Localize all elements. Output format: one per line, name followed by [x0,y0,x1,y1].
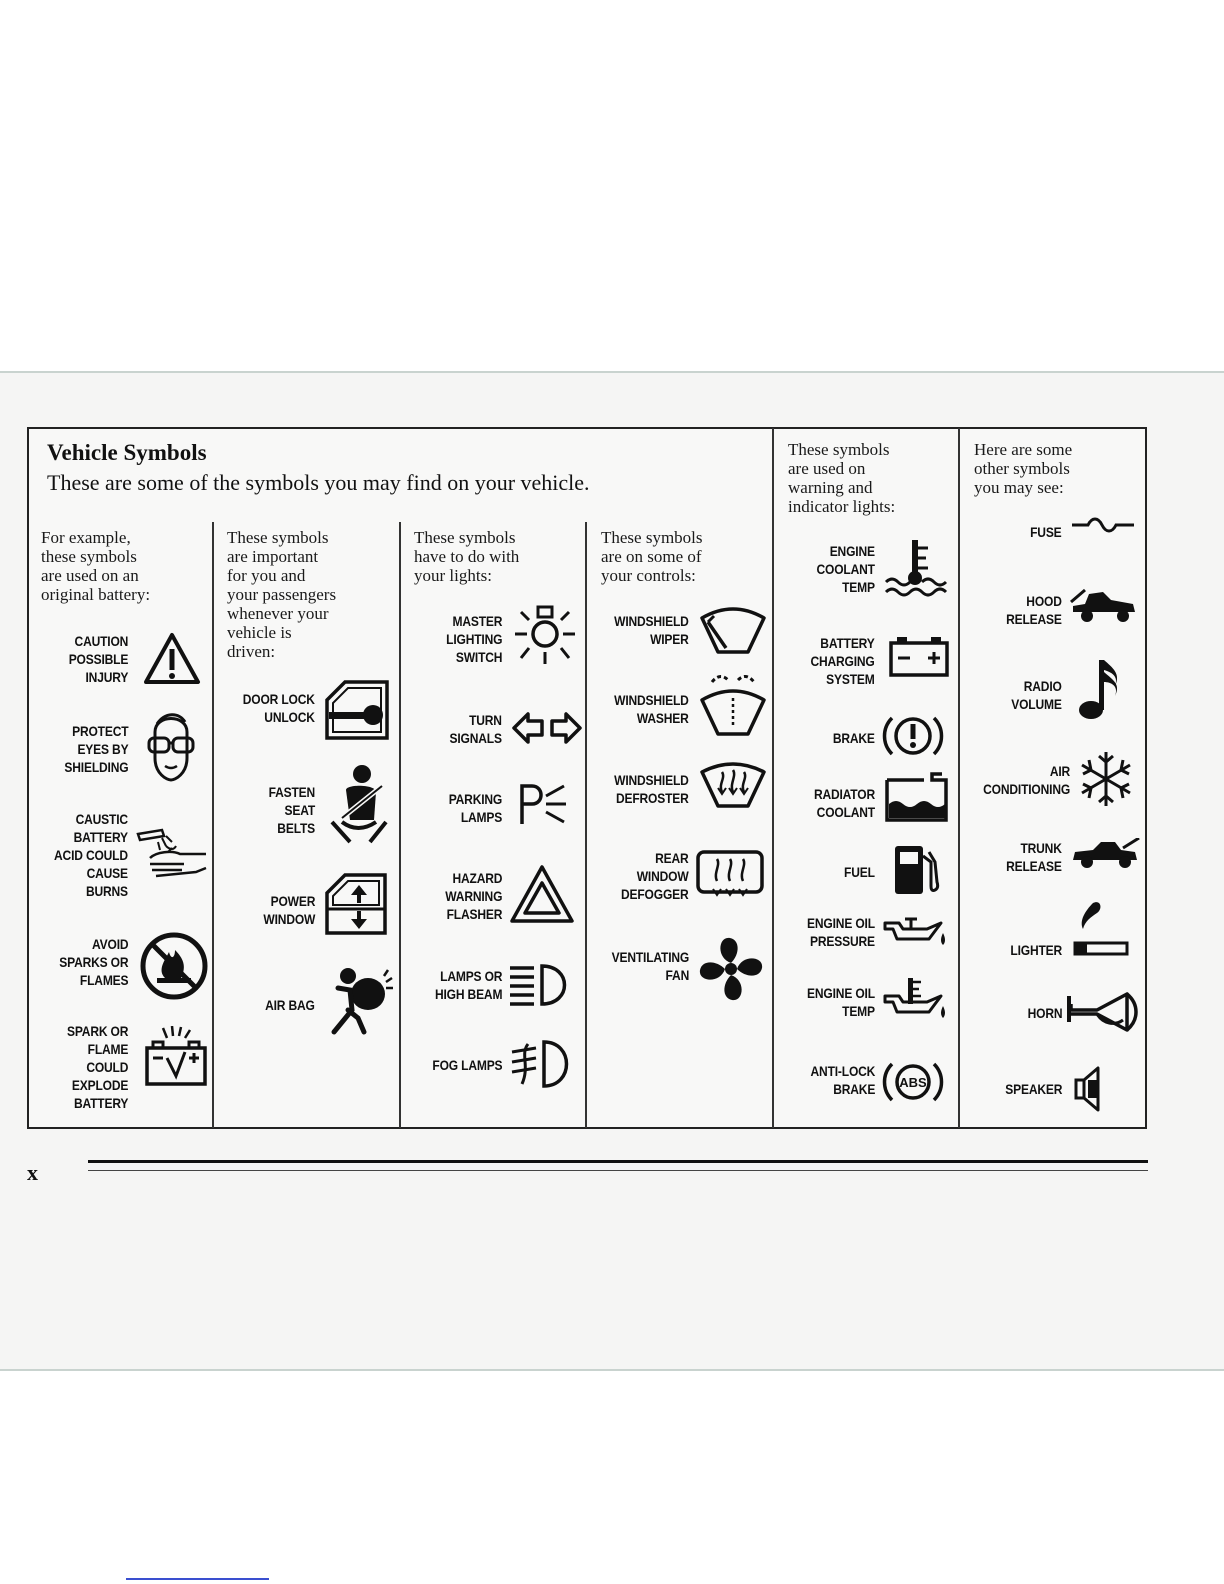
battery-charging-icon [888,634,950,678]
no-flame-icon [139,932,209,1000]
column-divider [399,522,401,1128]
symbol-label: FUSE [1030,524,1062,540]
symbol-label: HOOD RELEASE [1006,593,1062,627]
symbol-label: ENGINE OIL TEMP [807,985,875,1019]
windshield-wiper-icon [698,602,768,656]
symbol-label: TURN SIGNALS [449,712,502,746]
snowflake-icon [1077,750,1135,808]
windshield-washer-icon [698,670,768,738]
symbol-label: LIGHTER [1010,942,1062,958]
symbol-label: BRAKE [833,730,875,746]
lighter-icon [1071,899,1131,957]
oil-temp-icon [881,976,951,1022]
battery-explosion-icon [143,1026,209,1090]
page-title: Vehicle Symbols [47,440,207,465]
column-divider [212,522,214,1128]
symbol-label: TRUNK RELEASE [1006,840,1062,874]
turn-signals-icon [512,711,582,745]
bottom-link-underline [126,1578,269,1580]
air-bag-icon [328,966,394,1036]
symbol-label: REAR WINDOW DEFOGGER [621,850,689,902]
oil-pressure-icon [881,915,951,949]
high-beam-icon [508,962,582,1008]
acid-burn-hand-icon [136,828,208,880]
ventilating-fan-icon [696,934,766,1004]
symbol-label: FUEL [844,864,875,880]
brake-warning-icon [882,710,944,762]
page-subtitle: These are some of the symbols you may find on your vehicle. [47,470,590,495]
symbol-label: CAUTION POSSIBLE INJURY [68,633,128,685]
column-intro: Here are some other symbols you may see: [974,440,1073,497]
footer-rule-thin [88,1170,1148,1171]
symbol-label: AIR CONDITIONING [983,763,1070,797]
hazard-triangle-icon [509,864,575,924]
symbol-label: HORN [1027,1005,1062,1021]
symbol-label: CAUSTIC BATTERY ACID COULD CAUSE BURNS [54,811,128,899]
symbol-label: FASTEN SEAT BELTS [268,784,315,836]
speaker-icon [1074,1064,1104,1114]
radio-note-icon [1075,656,1125,722]
fuse-icon [1070,513,1136,537]
column-divider [958,428,960,1128]
symbol-label: WINDSHIELD WIPER [614,613,689,647]
column-intro: These symbols are used on warning and indicator lights: [788,440,896,516]
symbol-label: ENGINE OIL PRESSURE [807,915,875,949]
symbol-label: WINDSHIELD DEFROSTER [614,772,689,806]
symbol-label: PROTECT EYES BY SHIELDING [63,723,128,775]
footer-rule [88,1160,1148,1163]
power-window-icon [323,871,389,937]
abs-icon [882,1058,944,1106]
fuel-pump-icon [891,842,943,898]
column-intro: These symbols have to do with your lights: [414,528,520,585]
symbol-label: FOG LAMPS [431,1057,502,1073]
eye-protection-icon [145,708,197,784]
fog-lamps-icon [508,1038,576,1090]
rear-defogger-icon [695,849,765,899]
coolant-temp-icon [884,538,948,598]
symbol-label: HAZARD WARNING FLASHER [445,870,502,922]
door-lock-key-icon [323,678,391,742]
symbol-label: ANTI-LOCK BRAKE [810,1063,875,1097]
master-lighting-icon [513,602,577,666]
warning-triangle-icon [143,632,201,686]
horn-icon [1067,990,1139,1034]
symbol-label: PARKING LAMPS [448,791,502,825]
symbol-label: LAMPS OR HIGH BEAM [434,968,502,1002]
symbol-label: MASTER LIGHTING SWITCH [445,613,502,665]
column-intro: These symbols are important for you and your passengers whenever your vehicle is driven: [227,528,337,661]
symbol-label: AIR BAG [265,997,315,1013]
page-number: x [27,1160,38,1185]
radiator-coolant-icon [884,770,950,824]
column-divider [772,428,774,1128]
seat-belt-icon [328,764,390,844]
symbol-label: ENGINE COOLANT TEMP [816,543,875,595]
windshield-defroster-icon [698,758,768,810]
trunk-release-icon [1069,838,1141,874]
column-intro: These symbols are on some of your controls: [601,528,703,585]
symbol-label: POWER WINDOW [263,893,315,927]
symbol-label: DOOR LOCK UNLOCK [242,691,315,725]
symbol-label: RADIO VOLUME [1011,678,1062,712]
hood-release-icon [1069,588,1139,628]
symbol-label: WINDSHIELD WASHER [614,692,689,726]
parking-lamps-icon [518,782,570,826]
symbol-label: SPARK OR FLAME COULD EXPLODE BATTERY [66,1023,128,1111]
symbol-label: BATTERY CHARGING SYSTEM [810,635,875,687]
symbol-label: VENTILATING FAN [611,949,689,983]
symbol-label: AVOID SPARKS OR FLAMES [58,936,128,988]
column-intro: For example, these symbols are used on an original battery: [41,528,151,604]
column-divider [585,522,587,1128]
symbol-label: SPEAKER [1004,1081,1062,1097]
abs-text: ABS [899,1075,927,1090]
symbol-label: RADIATOR COOLANT [813,786,875,820]
